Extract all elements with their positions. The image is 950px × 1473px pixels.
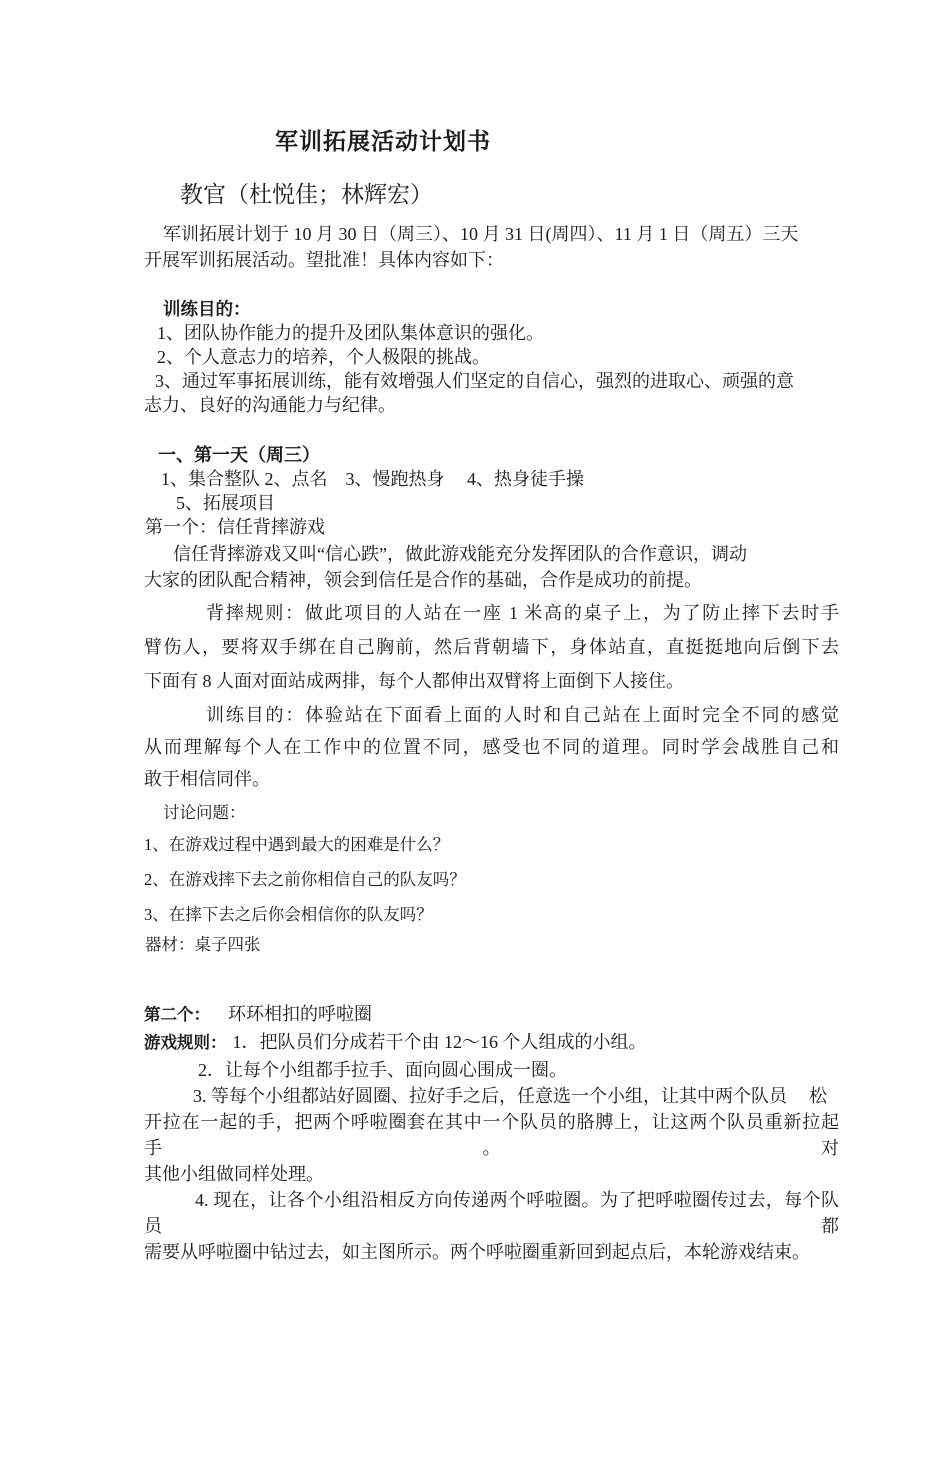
intro-line-1: 军训拓展计划于 10 月 30 日（周三）、10 月 31 日(周四）、11 月 1 日（周五）三天 [163, 224, 799, 244]
intro-paragraph [144, 221, 839, 273]
discussion-question-2: 2、在游戏摔下去之前你相信自己的队友吗？ [144, 870, 466, 889]
equipment-line: 器材：桌子四张 [145, 935, 261, 954]
game1-rules-paragraph [144, 596, 839, 698]
game1-goal-paragraph [144, 699, 839, 795]
game2-rule-3-line-2: 开拉在一起的手，把两个呼啦圈套在其中一个队员的胳膊上，让这两个队员重新拉起手。对 [144, 1112, 839, 1158]
game1-goal-line-1: 训练目的：体验站在下面看上面的人时和自己站在上面时完全不同的感觉 [206, 705, 839, 725]
game2-rules-row [144, 1029, 839, 1057]
day1-schedule-line-1: 1、集合整队 2、点名 3、慢跑热身 4、热身徒手操 [161, 469, 584, 489]
discussion-heading: 讨论问题： [163, 803, 246, 822]
game2-rule-3-line-1 [144, 1083, 839, 1109]
game1-desc-line-1: 信任背摔游戏又叫“信心跌”，做此游戏能充分发挥团队的合作意识，调动 [173, 544, 747, 564]
game1-goal-line-2: 从而理解每个人在工作中的位置不同，感受也不同的道理。同时学会战胜自己和 [144, 737, 839, 757]
purpose-item-3-line-1: 3、通过军事拓展训练，能有效增强人们坚定的自信心，强烈的进取心、顽强的意 [155, 371, 794, 391]
purpose-item-2: 2、个人意志力的培养，个人极限的挑战。 [157, 347, 490, 367]
document-title: 军训拓展活动计划书 [275, 129, 491, 154]
game2-title: 环环相扣的呼啦圈 [228, 1004, 372, 1024]
game1-goal-line-3: 敢于相信同伴。 [144, 769, 270, 789]
game2-rule-3-line-3: 其他小组做同样处理。 [144, 1164, 324, 1184]
discussion-question-3: 3、在摔下去之后你会相信你的队友吗？ [144, 905, 433, 924]
game1-rules-line-2: 臂伤人，要将双手绑在自己胸前，然后背朝墙下，身体站直，直挺挺地向后倒下去 [144, 637, 839, 657]
day1-heading: 一、第一天（周三） [158, 445, 320, 465]
game2-rule-4-line-1: 4. 现在，让各个小组沿相反方向传递两个呼啦圈。为了把呼啦圈传过去，每个队员都 [144, 1190, 839, 1236]
intro-line-2: 开展军训拓展活动。望批准！具体内容如下： [144, 250, 504, 270]
game2-rules-label: 游戏规则： [144, 1033, 227, 1052]
game2-title-label: 第二个： [144, 1005, 210, 1024]
game2-rule-3-lead: 3. 等每个小组都站好圆圈、拉好手之后，任意选一个小组，让其中两个队员 [193, 1086, 787, 1106]
discussion-question-1: 1、在游戏过程中遇到最大的困难是什么？ [144, 835, 450, 854]
day1-schedule-line-2: 5、拓展项目 [176, 493, 275, 513]
game2-rule-3-tail: 松 [809, 1086, 827, 1106]
game1-desc-line-2: 大家的团队配合精神，领会到信任是合作的基础，合作是成功的前提。 [144, 570, 702, 590]
document-subtitle: 教官（杜悦佳；林辉宏） [180, 182, 433, 207]
game2-rule-4-line-2: 需要从呼啦圈中钻过去，如主图所示。两个呼啦圈重新回到起点后，本轮游戏结束。 [144, 1242, 810, 1262]
game2-title-row [144, 1001, 839, 1029]
document-page [0, 129, 950, 1473]
game2-rule-2: 2．让每个小组都手拉手、面向圆心围成一圈。 [198, 1060, 567, 1080]
purpose-heading: 训练目的： [163, 299, 251, 319]
game2-rule-1: 1．把队员们分成若干个由 12～16 个人组成的小组。 [232, 1032, 647, 1052]
game1-rules-line-3: 下面有 8 人面对面站成两排，每个人都伸出双臂将上面倒下人接住。 [144, 671, 684, 691]
game1-title: 第一个：信任背摔游戏 [145, 517, 325, 537]
game1-rules-line-1: 背摔规则：做此项目的人站在一座 1 米高的桌子上，为了防止摔下去时手 [206, 603, 839, 623]
game1-description [144, 541, 839, 593]
purpose-item-3-line-2: 志力、良好的沟通能力与纪律。 [144, 395, 396, 415]
purpose-item-1: 1、团队协作能力的提升及团队集体意识的强化。 [157, 323, 544, 343]
